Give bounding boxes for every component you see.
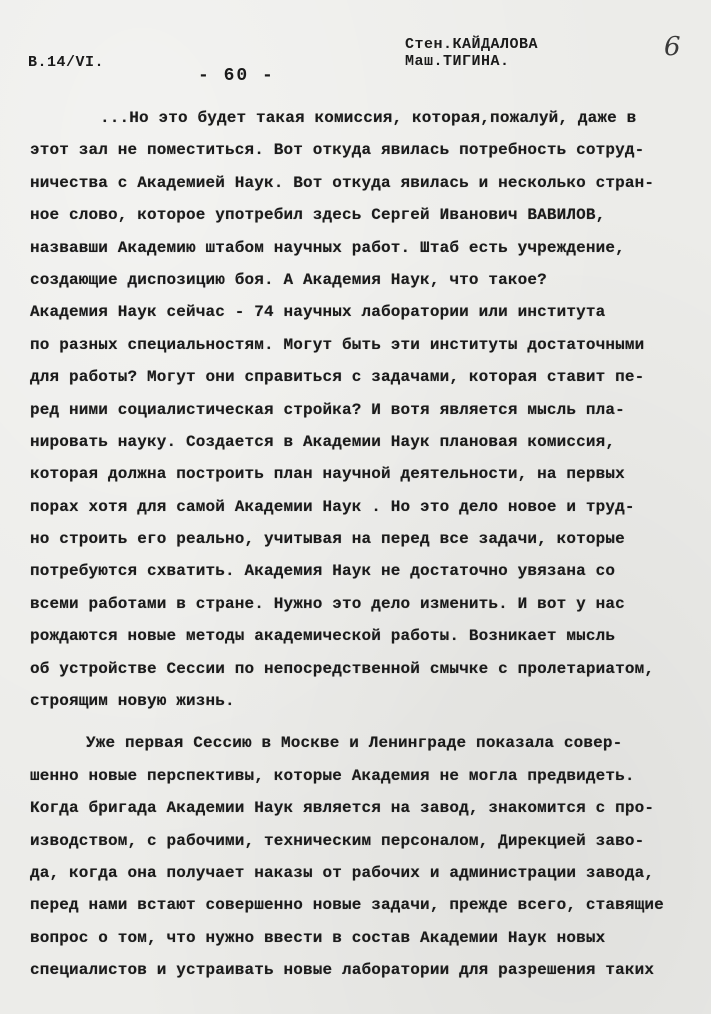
body-text <box>30 102 698 987</box>
document-code: В.14/VI. <box>28 54 105 71</box>
text-line: да, когда она получает наказы от рабочих и администрации завода, <box>30 863 655 882</box>
text-line: для работы? Могут они справиться с задачами, которая ставит пе- <box>30 368 645 387</box>
text-line: специалистов и устраивать новые лаборатории для разрешения таких <box>30 961 655 980</box>
stenographer-name: Стен.КАЙДАЛОВА <box>405 36 539 53</box>
text-line: ничества с Академией Наук. Вот откуда явилась и несколько стран- <box>30 173 655 192</box>
text-line: шенно новые перспективы, которые Академия не могла предвидеть. <box>30 766 635 785</box>
text-line: изводством, с рабочими, техническим персоналом, Дирекцией заво- <box>30 831 645 850</box>
text-line: назвавши Академию штабом научных работ. Штаб есть учреждение, <box>30 238 625 257</box>
text-line: ное слово, которое употребил здесь Сергей Иванович ВАВИЛОВ, <box>30 206 606 225</box>
text-line: этот зал не поместиться. Вот откуда явилась потребность сотруд- <box>30 141 645 160</box>
text-line: всеми работами в стране. Нужно это дело изменить. И вот у нас <box>30 594 625 613</box>
text-line: порах хотя для самой Академии Наук . Но это дело новое и труд- <box>30 497 635 516</box>
text-line: рождаются новые методы академической работы. Возникает мысль <box>30 627 616 646</box>
text-line: но строить его реально, учитывая на перед все задачи, которые <box>30 530 625 549</box>
text-line: вопрос о том, что нужно ввести в состав Академии Наук новых <box>30 928 606 947</box>
page-number: - 60 - <box>198 66 275 86</box>
text-line: ...Но это будет такая комиссия, которая,пожалуй, даже в <box>100 109 637 127</box>
paragraph-gap <box>30 717 698 727</box>
text-line: об устройстве Сессии по непосредственной смычке с пролетариатом, <box>30 659 655 678</box>
text-line: Академия Наук сейчас - 74 научных лаборатории или института <box>30 303 606 322</box>
text-line: потребуются схватить. Академия Наук не достаточно увязана со <box>30 562 616 581</box>
text-line: Уже первая Сессию в Москве и Ленинграде показала совер- <box>86 734 623 753</box>
text-line: Когда бригада Академии Наук является на завод, знакомится с про- <box>30 799 655 818</box>
text-line: нировать науку. Создается в Академии Наук плановая комиссия, <box>30 432 616 451</box>
typist-name: Маш.ТИГИНА. <box>405 53 510 70</box>
text-line: ред ними социалистическая стройка? И вотя является мысль пла- <box>30 400 625 419</box>
text-line: строящим новую жизнь. <box>30 692 235 711</box>
text-line: создающие диспозицию боя. А Академия Наук, что такое? <box>30 270 547 289</box>
text-line: по разных специальностям. Могут быть эти институты достаточными <box>30 335 645 354</box>
text-line: перед нами встают совершенно новые задачи, прежде всего, ставящие <box>30 896 664 915</box>
text-line: которая должна построить план научной деятельности, на первых <box>30 465 625 484</box>
folio-number: 6 <box>664 32 681 62</box>
transcription-credits <box>405 36 538 70</box>
